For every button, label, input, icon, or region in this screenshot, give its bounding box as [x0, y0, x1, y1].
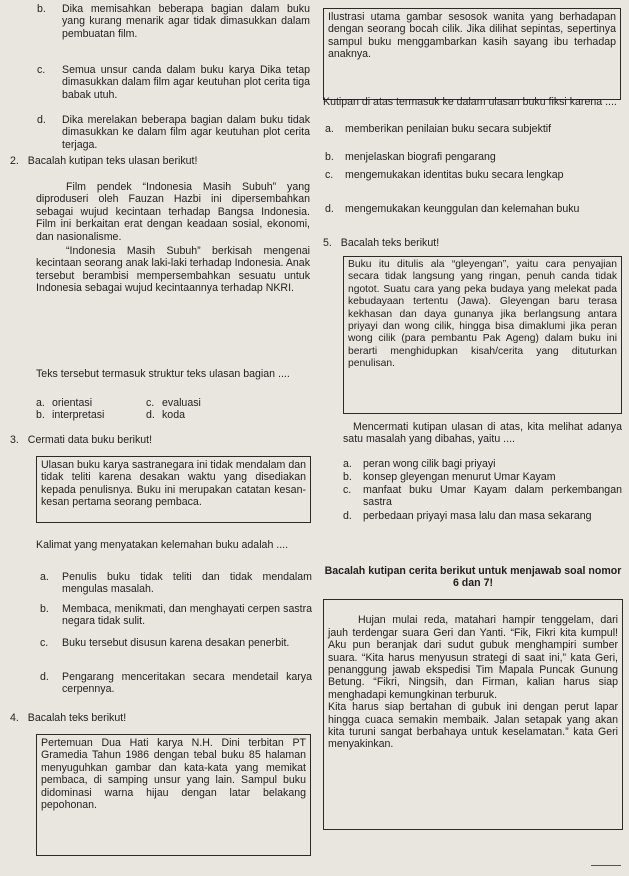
- option-text: koda: [162, 409, 185, 422]
- option-text: perbedaan priyayi masa lalu dan masa sekarang: [363, 510, 592, 522]
- question-number: 3.: [10, 434, 19, 446]
- q5-question: [343, 421, 622, 446]
- option-text: Dika memisahkan beberapa bagian dalam buku yang kurang menarik agar tidak dimasukkan dalam pembuatan film.: [62, 3, 310, 40]
- question-prompt: Bacalah teks berikut!: [27, 712, 127, 724]
- q3-option-a: [40, 571, 312, 596]
- question-text: Kutipan di atas termasuk ke dalam ulasan buku fiksi karena ....: [323, 96, 617, 108]
- option-key: b.: [325, 151, 334, 163]
- option-key: a.: [343, 458, 352, 470]
- q4-option-b: [325, 151, 621, 163]
- option-text: interpretasi: [52, 409, 105, 422]
- option-key: c.: [343, 484, 352, 496]
- option-key: b.: [36, 409, 45, 422]
- q2-passage: [36, 181, 310, 295]
- q4-option-a: [325, 123, 621, 135]
- q1-option-c: [37, 64, 310, 101]
- passage-text: Ulasan buku karya sastranegara ini tidak mendalam dan tidak teliti karena desakan waktu yang disediakan kepada penulisnya. Buku ini merupakan catatan kesan-kesan pertama seorang pembaca.: [41, 459, 306, 509]
- q4-passage-box: [36, 734, 311, 856]
- q5-option-c: [343, 484, 622, 509]
- option-text: mengemukakan identitas buku secara lengkap: [345, 169, 564, 181]
- option-key: c.: [37, 64, 46, 76]
- q4-option-d: [325, 203, 621, 215]
- q1-option-d: [37, 114, 310, 151]
- passage-text: Buku itu ditulis ala “gleyengan”, yaitu cara penyajian secara tidak langsung yang ringan, penuh canda tidak ngotot. Suatu cara yang peka budaya yang melekat pada kebudayaan tertentu (Jawa). Gleyengan baru terasa kekhasan dan daya gunanya jika berlangsung antara priyayi dan wong cilik, hingga bisa dimaklumi jika peran wong cilik (para pembantu Pak Ageng) dalam buku ini berarti menghidupkan kisah/cerita yang dituturkan penulisan.: [348, 259, 617, 370]
- option-text: Pengarang menceritakan secara mendetail karya cerpennya.: [62, 671, 312, 696]
- q3-question: [36, 539, 311, 551]
- option-key: d.: [325, 203, 334, 215]
- instruction-text: Bacalah kutipan cerita berikut untuk menjawab soal nomor 6 dan 7!: [324, 565, 622, 590]
- option-text: Membaca, menikmati, dan menghayati cerpen sastra negara tidak sulit.: [62, 603, 312, 628]
- q4-question: [323, 96, 621, 108]
- option-text: evaluasi: [162, 397, 201, 409]
- option-key: d.: [37, 114, 46, 126]
- q2-options: [36, 397, 310, 422]
- option-text: menjelaskan biografi pengarang: [345, 151, 496, 163]
- story-box: [323, 599, 623, 830]
- q6-q7-instruction: [323, 565, 623, 590]
- question-5-prompt: [323, 237, 621, 249]
- option-key: d.: [146, 409, 155, 422]
- question-2-prompt: [10, 155, 310, 167]
- option-key: c.: [40, 637, 49, 649]
- question-number: 5.: [323, 237, 332, 249]
- story-text: Hujan mulai reda, matahari hampir tenggelam, dari jauh terdengar suara Geri dan Yanti. “Fik, Fikri kita kumpul! Aku pun beranjak dari sudut gubuk menghampiri sumber suara. “Kita harus menyusun strategi di saat ini,” kata Geri, penanggung jawab ekspedisi Tim Mapala Puncak Gunung Betung. “Fikri, Ningsih, dan Firman, kalian harus siap menghadapi kemungkinan terburuk. Kita harus siap bertahan di gubuk ini dengan perut lapar hingga cuaca semakin membaik. Jalan setapak yang akan kita turuni sangat berbahaya untuk keselamatan.” kata Geri menyakinkan.: [328, 614, 618, 751]
- question-number: 2.: [10, 155, 19, 167]
- passage-text: Ilustrasi utama gambar sesosok wanita yang berhadapan dengan seorang bocah cilik. Jika dilihat sepintas, sepertinya sampul buku menggambarkan kasih sayang ibu terhadap anaknya.: [328, 11, 616, 61]
- option-key: b.: [343, 471, 352, 483]
- option-text: Buku tersebut disusun karena desakan penerbit.: [62, 637, 290, 649]
- question-3-prompt: [10, 434, 310, 446]
- option-key: a.: [325, 123, 334, 135]
- option-text: Penulis buku tidak teliti dan tidak mendalam mengulas masalah.: [62, 571, 312, 596]
- option-key: d.: [343, 510, 352, 522]
- question-prompt: Bacalah kutipan teks ulasan berikut!: [27, 155, 198, 167]
- q1-option-b: [37, 3, 310, 40]
- q4-option-c: [325, 169, 621, 181]
- question-prompt: Cermati data buku berikut!: [27, 434, 153, 446]
- option-key: a.: [40, 571, 49, 583]
- option-text: peran wong cilik bagi priyayi: [363, 458, 496, 470]
- question-number: 4.: [10, 712, 19, 724]
- option-key: b.: [37, 3, 46, 15]
- option-text: konsep gleyengan menurut Umar Kayam: [363, 471, 556, 483]
- q3-passage-box: [36, 456, 311, 523]
- question-4-prompt: [10, 712, 310, 724]
- q5-option-b: [343, 471, 622, 483]
- q3-option-c: [40, 637, 312, 649]
- option-text: orientasi: [52, 397, 93, 409]
- option-text: manfaat buku Umar Kayam dalam perkembangan sastra: [363, 484, 622, 509]
- option-text: memberikan penilaian buku secara subjektif: [345, 123, 552, 135]
- option-key: b.: [40, 603, 49, 615]
- question-text: Teks tersebut termasuk struktur teks ulasan bagian ....: [36, 368, 290, 380]
- passage-paragraph: Film pendek “Indonesia Masih Subuh” yang diproduseri oleh Fauzan Hazbi ini dipersembahkan sebagai wujud kecintaan terhadap Bangsa Indonesia. Film ini berkaitan erat dengan keadaan sosial, ekonomi, dan nasionalisme.: [36, 181, 310, 243]
- option-key: d.: [40, 671, 49, 683]
- page-corner-mark: [591, 865, 621, 876]
- passage-text: Pertemuan Dua Hati karya N.H. Dini terbitan PT Gramedia Tahun 1986 dengan tebal buku 85 halaman menyuguhkan gambar dan kata-kata yang memikat pembaca, di samping unsur yang lain. Sampul buku didominasi warna hijau dengan latar belakang pepohonan.: [41, 737, 306, 812]
- q2-question: [36, 368, 310, 380]
- q5-option-a: [343, 458, 622, 470]
- q3-option-b: [40, 603, 312, 628]
- option-key: c.: [325, 169, 334, 181]
- option-text: Semua unsur canda dalam buku karya Dika tetap dimasukkan dalam film agar keutuhan plot cerita tiga babak utuh.: [62, 64, 310, 101]
- question-prompt: Bacalah teks berikut!: [340, 237, 440, 249]
- q5-passage-box: [343, 256, 622, 414]
- passage-paragraph: “Indonesia Masih Subuh” berkisah mengenai kecintaan seorang anak laki-laki terhadap Indonesia. Anak tersebut berambisi mempersembahkan sesuatu untuk Indonesia sebagai wujud kecintaannya terhadap NKRI.: [36, 245, 310, 295]
- option-text: Dika merelakan beberapa bagian dalam buku tidak dimasukkan ke dalam film agar keutuhan plot cerita terjaga.: [62, 114, 310, 151]
- option-key: a.: [36, 397, 45, 409]
- q4-passage-continued-box: [323, 8, 621, 100]
- option-key: c.: [146, 397, 155, 409]
- q3-option-d: [40, 671, 312, 696]
- q5-option-d: [343, 510, 622, 522]
- option-text: mengemukakan keunggulan dan kelemahan buku: [345, 203, 580, 215]
- question-text: Kalimat yang menyatakan kelemahan buku adalah ....: [36, 539, 289, 551]
- question-text: Mencermati kutipan ulasan di atas, kita melihat adanya satu masalah yang dibahas, yaitu ....: [343, 421, 622, 446]
